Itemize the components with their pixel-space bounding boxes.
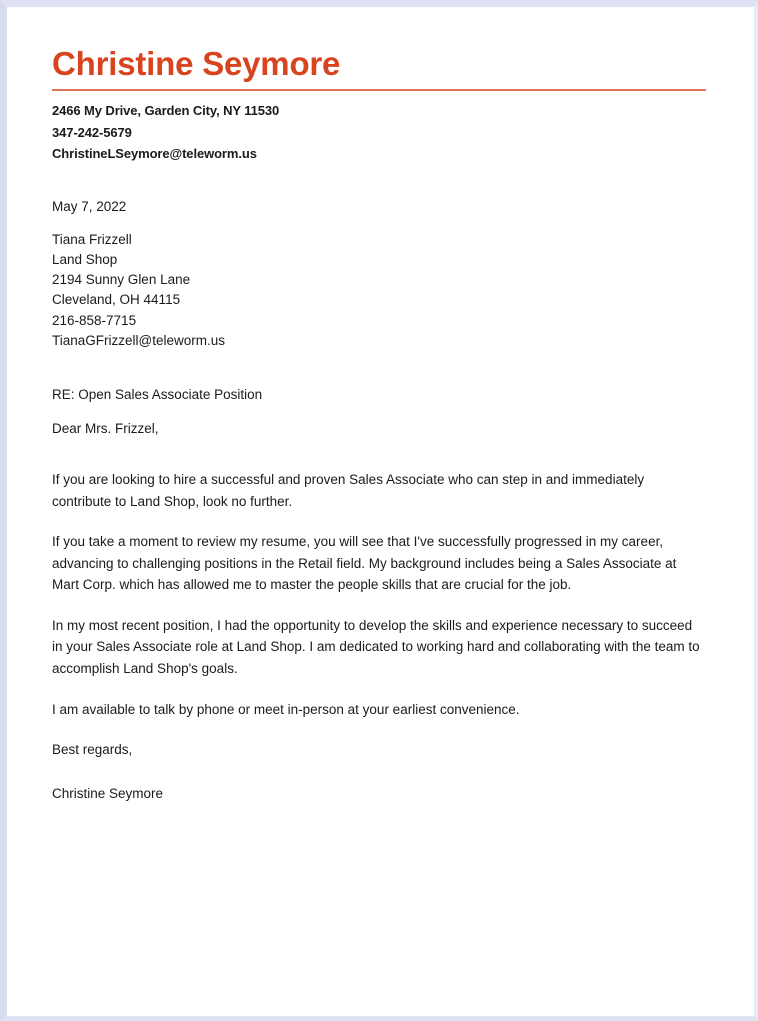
sender-contact-block	[52, 100, 706, 165]
sender-phone: 347-242-5679	[52, 124, 132, 140]
subject-line: RE: Open Sales Associate Position	[52, 387, 263, 403]
recipient-name: Tiana Frizzell	[52, 231, 132, 247]
sender-address: 2466 My Drive, Garden City, NY 11530	[52, 103, 280, 118]
recipient-city-state-zip: Cleveland, OH 44115	[52, 292, 181, 308]
recipient-company: Land Shop	[52, 251, 118, 267]
paragraph: I am available to talk by phone or meet in-person at your earliest convenience.	[52, 702, 520, 718]
recipient-email: TianaGFrizzell@teleworm.us	[52, 332, 225, 348]
header-divider-rule	[52, 89, 706, 91]
salutation: Dear Mrs. Frizzel,	[52, 421, 159, 437]
letter-date: May 7, 2022	[52, 198, 127, 214]
recipient-phone: 216-858-7715	[52, 312, 137, 328]
sender-name: Christine Seymore	[52, 45, 341, 82]
cover-letter-body	[52, 45, 706, 804]
recipient-block	[52, 230, 706, 352]
signature-name: Christine Seymore	[52, 785, 164, 801]
recipient-street: 2194 Sunny Glen Lane	[52, 272, 191, 288]
closing-line: Best regards,	[52, 741, 133, 757]
letter-paragraphs	[52, 469, 706, 721]
paragraph: If you are looking to hire a successful and proven Sales Associate who can step in and immediately contribute to Land Shop, look no further.	[52, 472, 645, 509]
sender-email: ChristineLSeymore@teleworm.us	[52, 146, 257, 161]
paragraph: If you take a moment to review my resume, you will see that I've successfully progressed in my career, advancing to challenging positions in the Retail field. My background includes being a Sales Associate at Mart Corp. which has allowed me to master the people skills that are crucial for the job.	[52, 534, 677, 593]
paragraph: In my most recent position, I had the opportunity to develop the skills and experience necessary to succeed in your Sales Associate role at Land Shop. I am dedicated to working hard and collaborating with the team to accomplish Land Shop's goals.	[52, 617, 700, 676]
document-sheet	[7, 7, 754, 1016]
